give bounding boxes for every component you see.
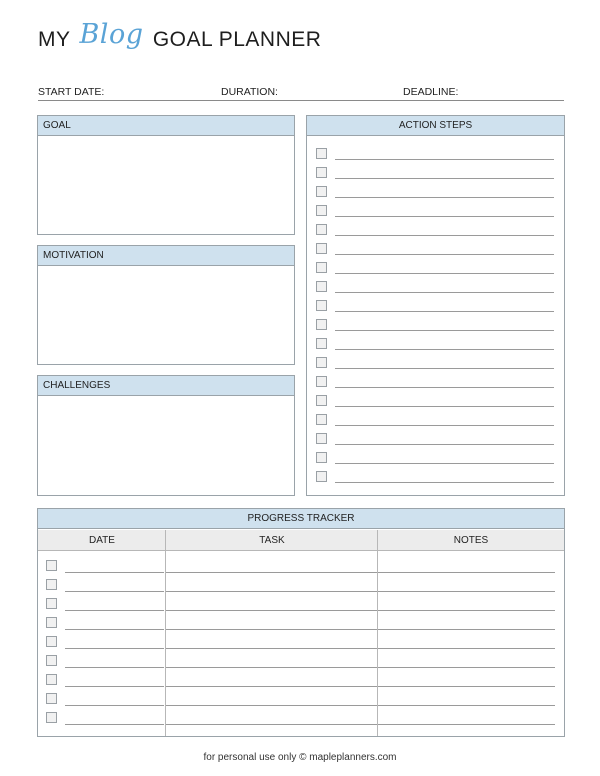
action-step-checkbox[interactable] — [316, 224, 327, 235]
tracker-task-line[interactable] — [166, 629, 377, 630]
tracker-notes-line[interactable] — [378, 629, 555, 630]
tracker-row-checkbox[interactable] — [46, 693, 57, 704]
action-step-checkbox[interactable] — [316, 243, 327, 254]
tracker-task-line[interactable] — [166, 705, 377, 706]
challenges-header: CHALLENGES — [38, 376, 294, 396]
tracker-date-line[interactable] — [65, 686, 164, 687]
tracker-date-line[interactable] — [65, 705, 164, 706]
duration-label[interactable]: DURATION: — [221, 86, 278, 98]
page-title — [38, 19, 322, 53]
action-step-line[interactable] — [335, 235, 554, 236]
goal-write-area[interactable] — [38, 136, 294, 234]
action-step-line[interactable] — [335, 197, 554, 198]
tracker-row-checkbox[interactable] — [46, 674, 57, 685]
action-step-checkbox[interactable] — [316, 300, 327, 311]
challenges-section — [37, 375, 295, 496]
tracker-task-line[interactable] — [166, 667, 377, 668]
action-step-line[interactable] — [335, 444, 554, 445]
action-step-line[interactable] — [335, 425, 554, 426]
tracker-notes-line[interactable] — [378, 572, 555, 573]
action-step-line[interactable] — [335, 311, 554, 312]
action-step-checkbox[interactable] — [316, 395, 327, 406]
column-header-date: DATE — [38, 530, 166, 551]
deadline-label[interactable]: DEADLINE: — [403, 86, 459, 98]
tracker-date-line[interactable] — [65, 724, 164, 725]
action-step-checkbox[interactable] — [316, 281, 327, 292]
footer-text: for personal use only © mapleplanners.com — [203, 752, 397, 763]
tracker-notes-line[interactable] — [378, 648, 555, 649]
goal-section — [37, 115, 295, 235]
action-step-line[interactable] — [335, 330, 554, 331]
tracker-date-line[interactable] — [65, 591, 164, 592]
action-step-checkbox[interactable] — [316, 186, 327, 197]
tracker-notes-line[interactable] — [378, 705, 555, 706]
action-step-checkbox[interactable] — [316, 357, 327, 368]
tracker-task-line[interactable] — [166, 648, 377, 649]
action-step-checkbox[interactable] — [316, 262, 327, 273]
title-part-2: GOAL PLANNER — [152, 28, 322, 51]
action-step-line[interactable] — [335, 387, 554, 388]
action-step-line[interactable] — [335, 159, 554, 160]
motivation-write-area[interactable] — [38, 266, 294, 364]
column-header-notes: NOTES — [378, 530, 564, 551]
tracker-row-checkbox[interactable] — [46, 579, 57, 590]
tracker-row-checkbox[interactable] — [46, 598, 57, 609]
tracker-task-line[interactable] — [166, 686, 377, 687]
tracker-notes-line[interactable] — [378, 724, 555, 725]
action-step-line[interactable] — [335, 368, 554, 369]
tracker-date-line[interactable] — [65, 629, 164, 630]
action-steps-header: ACTION STEPS — [307, 116, 564, 136]
tracker-task-line[interactable] — [166, 610, 377, 611]
title-part-1: MY — [38, 28, 71, 51]
action-step-line[interactable] — [335, 178, 554, 179]
motivation-section — [37, 245, 295, 365]
column-header-task: TASK — [166, 530, 378, 551]
tracker-date-line[interactable] — [65, 610, 164, 611]
start-date-label[interactable]: START DATE: — [38, 86, 105, 98]
tracker-date-line[interactable] — [65, 648, 164, 649]
challenges-write-area[interactable] — [38, 396, 294, 495]
action-step-line[interactable] — [335, 216, 554, 217]
action-step-line[interactable] — [335, 273, 554, 274]
action-step-checkbox[interactable] — [316, 319, 327, 330]
tracker-notes-line[interactable] — [378, 610, 555, 611]
tracker-task-line[interactable] — [166, 591, 377, 592]
action-step-checkbox[interactable] — [316, 376, 327, 387]
action-step-checkbox[interactable] — [316, 338, 327, 349]
tracker-task-line[interactable] — [166, 572, 377, 573]
action-step-checkbox[interactable] — [316, 452, 327, 463]
action-steps-section — [306, 115, 565, 496]
action-step-line[interactable] — [335, 482, 554, 483]
tracker-row-checkbox[interactable] — [46, 636, 57, 647]
action-step-line[interactable] — [335, 463, 554, 464]
tracker-row-checkbox[interactable] — [46, 617, 57, 628]
tracker-row-checkbox[interactable] — [46, 712, 57, 723]
title-script-word: Blog — [79, 19, 144, 50]
action-step-checkbox[interactable] — [316, 205, 327, 216]
tracker-notes-line[interactable] — [378, 686, 555, 687]
action-step-line[interactable] — [335, 254, 554, 255]
action-step-checkbox[interactable] — [316, 148, 327, 159]
progress-tracker-header: PROGRESS TRACKER — [38, 509, 564, 529]
action-step-line[interactable] — [335, 406, 554, 407]
tracker-row-checkbox[interactable] — [46, 655, 57, 666]
action-step-checkbox[interactable] — [316, 471, 327, 482]
goal-header: GOAL — [38, 116, 294, 136]
tracker-task-line[interactable] — [166, 724, 377, 725]
tracker-date-line[interactable] — [65, 572, 164, 573]
action-step-line[interactable] — [335, 292, 554, 293]
progress-tracker-section — [37, 508, 565, 737]
tracker-notes-line[interactable] — [378, 591, 555, 592]
motivation-header: MOTIVATION — [38, 246, 294, 266]
meta-row — [38, 86, 564, 101]
tracker-date-line[interactable] — [65, 667, 164, 668]
tracker-row-checkbox[interactable] — [46, 560, 57, 571]
action-step-checkbox[interactable] — [316, 433, 327, 444]
action-step-line[interactable] — [335, 349, 554, 350]
action-step-checkbox[interactable] — [316, 414, 327, 425]
action-step-checkbox[interactable] — [316, 167, 327, 178]
tracker-notes-line[interactable] — [378, 667, 555, 668]
